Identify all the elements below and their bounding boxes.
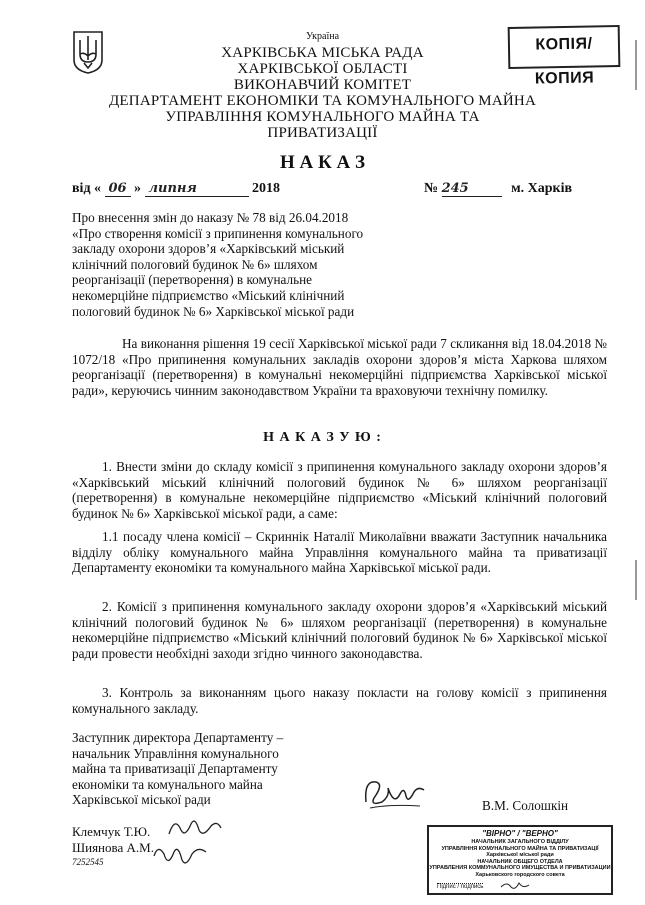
verified-stamp-line: Харьковского городского совета	[475, 871, 565, 878]
executor-name: Клемчук Т.Ю.	[72, 824, 151, 839]
verified-stamp-line: УПРАВЛЕНИЯ КОММУНАЛЬНОГО ИМУЩЕСТВА И ПРИВАТИЗАЦИИ	[429, 865, 611, 871]
header-line-1: ХАРКІВСЬКА МІСЬКА РАДА	[221, 45, 424, 61]
item-1-1: 1.1 посаду члена комісії – Скриннік Наталії Миколаївни вважати Заступник начальника відділу обліку комунального майна Управління комунального майна та приватизації Департаменту економіки та комунального майна Харківської міської ради.	[72, 529, 607, 576]
header-line-2: ХАРКІВСЬКОЇ ОБЛАСТІ	[237, 61, 408, 77]
number-value: 245	[442, 181, 502, 197]
header-line-5: УПРАВЛІННЯ КОМУНАЛЬНОГО МАЙНА ТА	[165, 109, 480, 125]
signatory-line: начальник Управління комунального	[72, 745, 279, 761]
signatory-line: Харківської міської ради	[72, 792, 211, 808]
verified-stamp-line: НАЧАЛЬНИК ОБЩЕГО ОТДЕЛА	[477, 858, 563, 865]
executor-name: Шиянова А.М.	[72, 840, 154, 855]
order-number	[424, 181, 572, 197]
subject-block	[72, 210, 412, 319]
item-1: 1. Внести зміни до складу комісії з припинення комунального закладу охорони здоров’я «Харківський міський клінічний пологовий будинок № 6» шляхом реорганізації (перетворення) в комунальне некомерційне підприємство «Міський клінічний пологовий будинок № 6» Харківської міської ради, а саме:	[72, 459, 607, 521]
header-line-6: ПРИВАТИЗАЦІЇ	[267, 125, 378, 141]
copy-stamp: КОПІЯ/КОПИЯ	[508, 25, 621, 69]
signatory-name: В.М. Солошкін	[482, 798, 569, 813]
verified-stamp	[427, 825, 613, 895]
number-label: №	[424, 181, 439, 196]
preamble: На виконання рішення 19 сесії Харківської міської ради 7 скликання від 18.04.2018 № 1072/18 «Про припинення комунальних закладів охорони здоров’я міста Харкова шляхом реорганізації (перетворення) в комунальні некомерційні підприємства Харківської міської ради», керуючись чинним законодавством України та враховуючи технічну помилку.	[72, 336, 607, 398]
item-2: 2. Комісії з припинення комунального закладу охорони здоров’я «Харківський міський клінічний пологовий будинок № 6» шляхом реорганізації (перетворення) в комунальне некомерційне підприємство «Міський клінічний пологовий будинок № 6» Харківської міської ради провести необхідні заходи згідно чинного законодавства.	[72, 599, 607, 661]
subject-line: клінічний пологовий будинок № 6» шляхом	[72, 256, 318, 272]
header-line-4: ДЕПАРТАМЕНТ ЕКОНОМІКИ ТА КОМУНАЛЬНОГО МАЙНА	[109, 93, 536, 109]
date-year: 2018	[252, 181, 281, 196]
subject-line: пологовий будинок № 6» Харківської міської ради	[72, 303, 355, 319]
city: м. Харків	[511, 181, 573, 196]
date-prefix: від «	[72, 181, 102, 196]
verified-stamp-signature-label: Підпис / подпись	[437, 884, 484, 890]
verified-stamp-line: Харківської міської ради	[486, 852, 554, 858]
item-3: 3. Контроль за виконанням цього наказу покласти на голову комісії з припинення комунального закладу.	[72, 685, 607, 716]
scan-edge-mark	[635, 560, 637, 600]
date-month: липня	[145, 181, 249, 197]
order-heading: Н А К А З У Ю :	[263, 430, 382, 445]
signatory-line: майна та приватизації Департаменту	[72, 761, 278, 777]
executor-signature-icon	[150, 840, 210, 877]
date-day: 06	[105, 181, 131, 197]
stamp-signature-icon	[499, 879, 539, 891]
date-mid: »	[134, 181, 142, 196]
subject-line: Про внесення змін до наказу № 78 від 26.04.2018	[72, 210, 349, 225]
signatory-line: економіки та комунального майна	[72, 776, 263, 792]
header-line-3: ВИКОНАВЧИЙ КОМІТЕТ	[233, 77, 412, 93]
subject-line: закладу охорони здоров’я «Харківський міський	[72, 241, 345, 257]
date-line	[72, 181, 280, 197]
executor-phone: 7252545	[72, 857, 104, 867]
header-country: Україна	[305, 31, 340, 42]
document-title: Н А К А З	[279, 152, 366, 173]
subject-line: некомерційне підприємство «Міський клінічний	[72, 287, 345, 303]
signatory-line: Заступник директора Департаменту –	[72, 730, 284, 745]
verified-stamp-line: НАЧАЛЬНИК ЗАГАЛЬНОГО ВІДДІЛУ	[471, 839, 569, 845]
subject-line: «Про створення комісії з припинення комунального	[72, 225, 364, 241]
verified-stamp-line: УПРАВЛІННЯ КОМУНАЛЬНОГО МАЙНА ТА ПРИВАТИЗАЦІЇ	[441, 845, 599, 852]
subject-line: реорганізації (перетворення) в комунальне	[72, 272, 312, 288]
executors-block	[72, 824, 154, 868]
signature-icon	[360, 772, 430, 819]
signatory-block	[72, 730, 372, 808]
verified-stamp-title: "ВІРНО" / "ВЕРНО"	[482, 829, 558, 838]
